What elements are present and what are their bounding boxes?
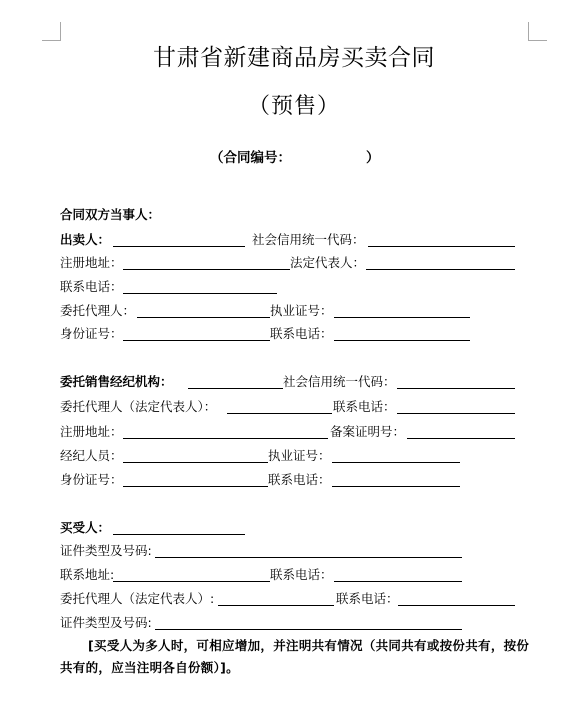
seller-legal-rep-label: 法定代表人：	[290, 255, 366, 270]
seller-name-field[interactable]	[113, 232, 245, 247]
seller-phone-field[interactable]	[123, 279, 277, 294]
broker-agent-row	[0, 399, 588, 415]
seller-agent-row	[0, 303, 588, 319]
broker-agent-field[interactable]	[227, 399, 332, 414]
broker-phone-label: 联系电话：	[333, 399, 396, 414]
seller-agent-phone-field[interactable]	[334, 326, 470, 341]
buyer-label: 买受人：	[60, 520, 111, 535]
broker-label: 委托销售经纪机构：	[60, 374, 173, 389]
broker-agent-label: 委托代理人（法定代表人）：	[60, 399, 217, 414]
buyer-name-field[interactable]	[113, 520, 245, 535]
document-subtitle: （预售）	[247, 94, 340, 119]
broker-staff-field[interactable]	[123, 448, 268, 463]
seller-credit-code-field[interactable]	[368, 232, 515, 247]
document-title: 甘肃省新建商品房买卖合同	[153, 45, 435, 71]
seller-agent-phone-label: 联系电话：	[270, 326, 333, 341]
seller-legal-rep-field[interactable]	[366, 255, 515, 270]
buyer-address-row	[0, 567, 588, 583]
contract-number-suffix: ）	[366, 150, 380, 166]
buyer-agent-id-type-label: 证件类型及号码:	[60, 615, 152, 630]
seller-id-label: 身份证号：	[60, 326, 123, 341]
note-row-1	[0, 638, 588, 654]
seller-license-label: 执业证号：	[270, 303, 333, 318]
multiple-buyers-note-line2: 共有的，应当注明各自份额）]。	[60, 660, 239, 675]
broker-credit-code-label: 社会信用统一代码：	[283, 374, 396, 389]
seller-label: 出卖人：	[60, 232, 111, 247]
buyer-id-type-label: 证件类型及号码:	[60, 543, 152, 558]
parties-heading-row	[0, 207, 588, 223]
broker-license-label: 执业证号：	[268, 448, 331, 463]
broker-id-label: 身份证号：	[60, 472, 123, 487]
buyer-agent-id-row	[0, 615, 588, 631]
buyer-agent-row	[0, 591, 588, 607]
note-row-2	[0, 660, 588, 676]
broker-id-field[interactable]	[123, 472, 268, 487]
broker-address-field[interactable]	[123, 424, 328, 439]
broker-credit-code-field[interactable]	[397, 374, 515, 389]
buyer-row	[0, 520, 588, 536]
seller-agent-label: 委托代理人：	[60, 303, 136, 318]
contract-number-prefix: （合同编号：	[210, 150, 291, 166]
broker-address-label: 注册地址：	[60, 424, 123, 439]
broker-phone-field[interactable]	[397, 399, 515, 414]
parties-heading: 合同双方当事人：	[60, 207, 161, 222]
buyer-agent-phone-label: 联系电话：	[336, 591, 399, 606]
seller-row	[0, 232, 588, 248]
seller-credit-code-label: 社会信用统一代码：	[252, 232, 365, 247]
buyer-phone-label: 联系电话：	[270, 567, 333, 582]
broker-staff-phone-label: 联系电话：	[268, 472, 331, 487]
buyer-address-label: 联系地址:	[60, 567, 115, 582]
buyer-agent-label: 委托代理人（法定代表人）:	[60, 591, 215, 606]
seller-phone-row	[0, 279, 588, 295]
buyer-id-type-row	[0, 543, 588, 559]
buyer-id-type-field[interactable]	[155, 543, 462, 558]
broker-staff-phone-field[interactable]	[332, 472, 460, 487]
crop-mark-top-right	[528, 22, 547, 41]
broker-filing-label: 备案证明号：	[330, 424, 406, 439]
seller-address-field[interactable]	[123, 255, 290, 270]
seller-id-row	[0, 326, 588, 342]
broker-license-field[interactable]	[332, 448, 460, 463]
buyer-address-field[interactable]	[113, 567, 270, 582]
seller-id-field[interactable]	[123, 326, 270, 341]
broker-address-row	[0, 424, 588, 440]
crop-mark-top-left	[42, 22, 61, 41]
buyer-phone-field[interactable]	[334, 567, 462, 582]
broker-name-field[interactable]	[188, 374, 283, 389]
buyer-agent-field[interactable]	[218, 591, 334, 606]
buyer-agent-id-type-field[interactable]	[155, 615, 462, 630]
broker-row	[0, 374, 588, 390]
broker-staff-row	[0, 448, 588, 464]
multiple-buyers-note-line1: [买受人为多人时，可相应增加，并注明共有情况（共同共有或按份共有，按份	[88, 638, 530, 653]
seller-phone-label: 联系电话：	[60, 279, 123, 294]
seller-address-row	[0, 255, 588, 271]
broker-id-row	[0, 472, 588, 488]
seller-address-label: 注册地址：	[60, 255, 123, 270]
seller-license-field[interactable]	[334, 303, 470, 318]
buyer-agent-phone-field[interactable]	[398, 591, 515, 606]
broker-staff-label: 经纪人员：	[60, 448, 123, 463]
seller-agent-field[interactable]	[137, 303, 270, 318]
broker-filing-field[interactable]	[407, 424, 515, 439]
